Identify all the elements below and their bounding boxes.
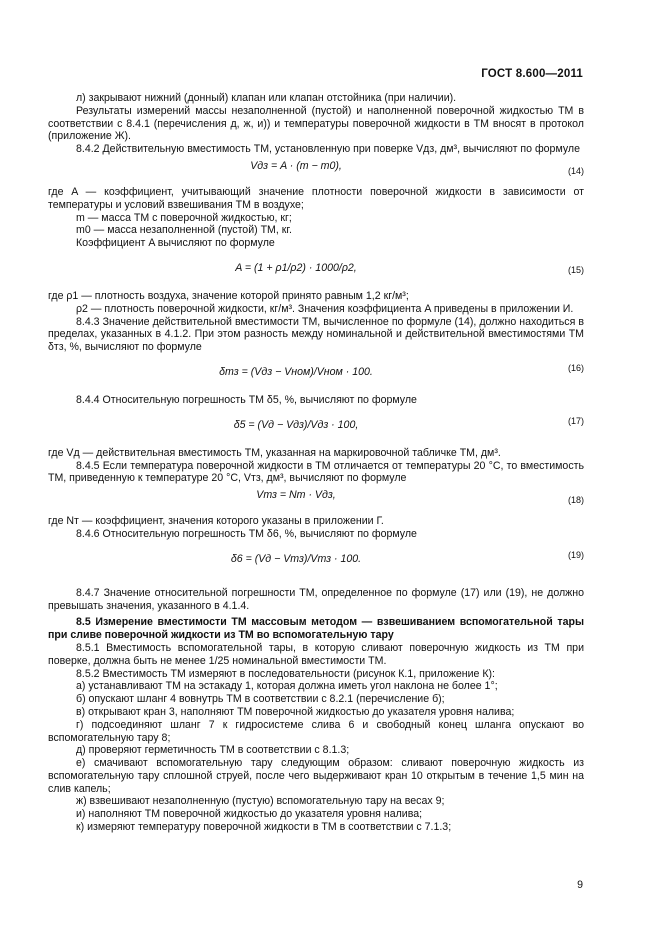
formula-16 <box>48 358 584 390</box>
where-m0: m0 — масса незаполненной (пустой) ТМ, кг. <box>76 224 292 237</box>
document-code: ГОСТ 8.600—2011 <box>481 68 583 80</box>
formula-17 <box>48 411 584 443</box>
section-8-4-3: 8.4.3 Значение действительной вместимости ТМ, вычисленное по формуле (14), должно находиться в пределах, указанных в 4.1.2. При этом разность между номинальной и действительной вместимостями ТМ δтз, %, вычисляют по формуле <box>48 315 584 354</box>
formula-16-expression: δтз = (Vдз − Vном)/Vном · 100. <box>219 365 373 378</box>
formula-17-number: (17) <box>567 415 584 426</box>
list-item-k: к) измеряют температуру поверочной жидкости в ТМ в соответствии с 7.1.3; <box>76 821 452 834</box>
list-item-b: б) опускают шланг 4 вовнутрь ТМ в соответствии с 8.2.1 (перечисление б); <box>76 693 445 706</box>
where-A: где A — коэффициент, учитывающий значение плотности поверочной жидкости в зависимости от температуры и условий взвешивания ТМ в воздухе; <box>48 185 584 211</box>
where-m: m — масса ТМ с поверочной жидкостью, кг; <box>76 211 292 224</box>
list-item-d: д) проверяют герметичность ТМ в соответствии с 8.1.3; <box>76 744 350 757</box>
list-item-a: а) устанавливают ТМ на эстакаду 1, которая должна иметь угол наклона не более 1°; <box>76 680 498 693</box>
formula-15-number: (15) <box>567 264 584 275</box>
where-Nt: где Nт — коэффициент, значения которого указаны в приложении Г. <box>48 515 384 528</box>
formula-19 <box>48 545 584 577</box>
list-item-v: в) открывают кран 3, наполняют ТМ поверочной жидкостью до указателя уровня налива; <box>76 705 515 718</box>
page-number: 9 <box>577 879 583 891</box>
where-Vd: где Vд — действительная вместимость ТМ, указанная на маркировочной табличке ТМ, дм³. <box>48 446 501 459</box>
section-8-4-5: 8.4.5 Если температура поверочной жидкости в ТМ отличается от температуры 20 °С, то вместимость ТМ, приведенную к температуре 20 °С, Vтз, дм³, вычисляют по формуле <box>48 459 584 485</box>
formula-17-expression: δ5 = (Vд − Vдз)/Vдз · 100, <box>233 418 359 431</box>
section-8-5-2: 8.5.2 Вместимость ТМ измеряют в последовательности (рисунок К.1, приложение К): <box>76 667 495 680</box>
list-item-e: е) смачивают вспомогательную тару следующим образом: сливают поверочную жидкость из вспомогательную тару сплошной струей, после чего выдерживают кран 10 открытым в течение 1,5 мин на слив капель; <box>48 757 584 795</box>
formula-15 <box>48 254 584 286</box>
formula-16-number: (16) <box>567 362 584 373</box>
section-8-5-1: 8.5.1 Вместимость вспомогательной тары, в которую сливают поверочную жидкость из ТМ при поверке, должна быть не менее 1/25 номинальной вместимости ТМ. <box>48 641 584 667</box>
list-item-zh: ж) взвешивают незаполненную (пустую) вспомогательную тару на весах 9; <box>76 795 445 808</box>
formula-15-expression: A = (1 + ρ1/ρ2) · 1000/ρ2, <box>235 261 357 274</box>
section-8-4-6: 8.4.6 Относительную погрешность ТМ δ6, %, вычисляют по формуле <box>76 527 417 540</box>
formula-14-expression: Vдз = A · (m − m0), <box>250 159 342 172</box>
list-item-g: г) подсоединяют шланг 7 к гидросистеме слива 6 и свободный конец шланга опускают во вспомогательную тару 8; <box>48 718 584 744</box>
section-8-4-2: 8.4.2 Действительную вместимость ТМ, установленную при поверке Vдз, дм³, вычисляют по формуле <box>76 143 580 156</box>
section-8-4-4: 8.4.4 Относительную погрешность ТМ δ5, %, вычисляют по формуле <box>76 393 417 406</box>
formula-18-expression: Vтз = Nт · Vдз, <box>256 489 336 502</box>
section-8-4-7: 8.4.7 Значение относительной погрешности ТМ, определенное по формуле (17) или (19), не должно превышать значения, указанного в 4.1.4. <box>48 586 584 612</box>
coef-A-intro: Коэффициент A вычисляют по формуле <box>76 237 275 250</box>
formula-19-expression: δ6 = (Vд − Vтз)/Vтз · 100. <box>230 552 362 565</box>
results-paragraph: Результаты измерений массы незаполненной (пустой) и наполненной поверочной жидкостью ТМ в соответствии с 8.4.1 (перечисления д, ж, и)) и температуры поверочной жидкости в ТМ вносят в протокол (приложение Ж). <box>48 104 584 143</box>
formula-19-number: (19) <box>567 549 584 560</box>
where-rho1: где ρ1 — плотность воздуха, значение которой принято равным 1,2 кг/м³; <box>48 289 409 302</box>
where-rho2: ρ2 — плотность поверочной жидкости, кг/м³. Значения коэффициента A приведены в приложении И. <box>76 302 574 315</box>
formula-14-number: (14) <box>567 165 584 176</box>
list-item-l: л) закрывают нижний (донный) клапан или клапан отстойника (при наличии). <box>76 92 457 104</box>
formula-18-number: (18) <box>567 495 584 506</box>
document-body <box>48 92 584 834</box>
list-item-i: и) наполняют ТМ поверочной жидкостью до указателя уровня налива; <box>76 808 423 821</box>
formula-14 <box>48 160 584 182</box>
formula-18 <box>48 489 584 511</box>
section-8-5-heading: 8.5 Измерение вместимости ТМ массовым методом — взвешиванием вспомогательной тары при сливе поверочной жидкости из ТМ во вспомогательную тару <box>48 616 584 642</box>
